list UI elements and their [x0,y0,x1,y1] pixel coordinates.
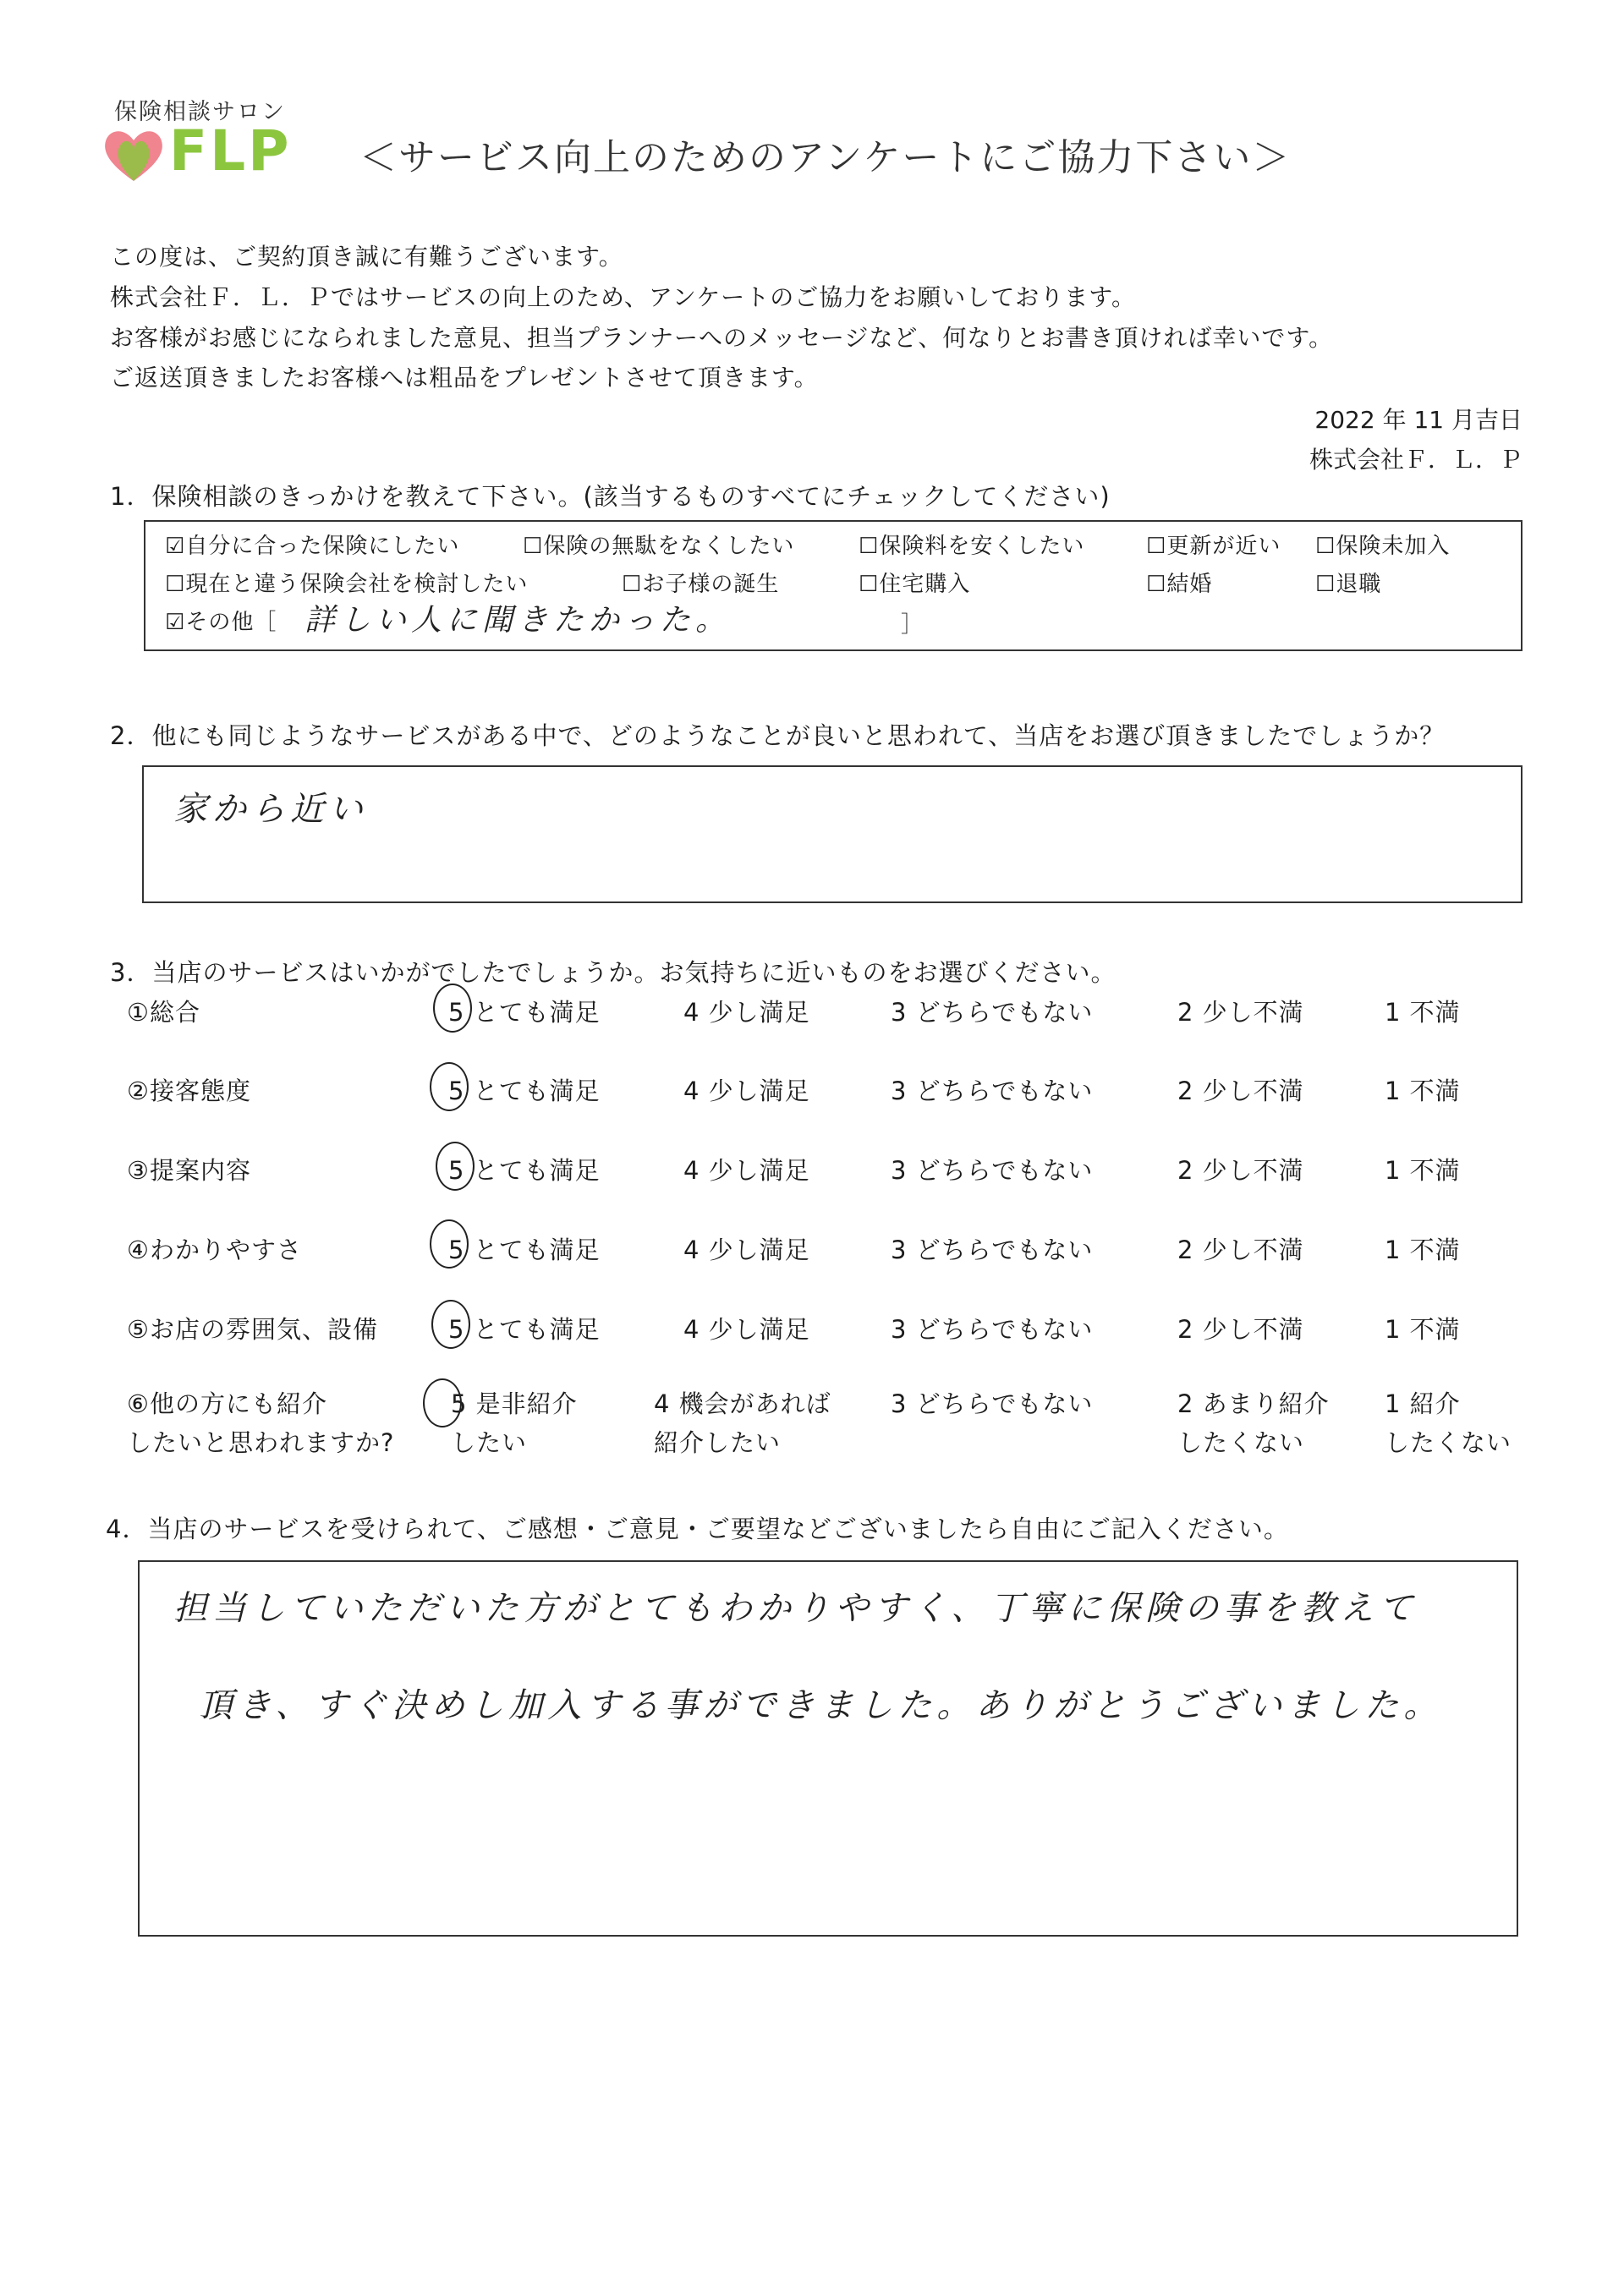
choice-4[interactable] [654,1384,831,1462]
checkbox-icon: ☐ [859,534,880,559]
checkbox-icon: ☐ [1315,572,1336,597]
checkbox-option[interactable] [1146,529,1281,560]
choice-line: 紹介したい [654,1428,782,1457]
checkbox-option[interactable] [165,529,459,560]
choice-2[interactable] [1177,1384,1330,1462]
choice-4[interactable]: 4 少し満足 [683,1315,810,1344]
choice-2[interactable]: 2 少し不満 [1177,1077,1304,1105]
choice-2[interactable]: 2 少し不満 [1177,998,1304,1027]
selected-circle-mark [436,1142,475,1191]
choice-3[interactable]: 3 どちらでもない [891,998,1094,1027]
intro-line: 株式会社Ｆ．Ｌ．Ｐではサービスの向上のため、アンケートのご協力をお願いしております。 [110,283,1136,311]
intro-line: お客様がお感じになられました意見、担当プランナーへのメッセージなど、何なりとお書き頂ければ幸いです。 [110,324,1334,352]
other-answer-handwritten: 詳しい人に聞きたかった。 [304,603,732,638]
choice-4[interactable]: 4 少し満足 [683,1156,810,1185]
question-3-title: 3．当店のサービスはいかがでしたでしょうか。お気持ちに近いものをお選びください。 [110,958,1116,987]
choice-4[interactable]: 4 少し満足 [683,998,810,1027]
choice-2[interactable]: 2 少し不満 [1177,1315,1304,1344]
option-label: 保険の無駄をなくしたい [543,534,795,559]
heart-logo-icon [100,125,167,184]
choice-line: 5 是非紹介 [451,1389,578,1418]
checkbox-option[interactable] [165,567,528,598]
question-4-answer-line: 頂き、すぐ決めし加入する事ができました。ありがとうございました。 [199,1686,1443,1725]
choice-3[interactable]: 3 どちらでもない [891,1315,1094,1344]
choice-3[interactable] [891,1384,1093,1423]
option-label: 更新が近い [1166,534,1281,559]
choice-1[interactable] [1385,1384,1512,1462]
label-line: したいと思われますか? [127,1428,395,1457]
checkbox-option[interactable] [859,529,1084,560]
choice-line: 3 どちらでもない [891,1389,1094,1418]
logo-name: FLP [169,118,292,184]
choice-5[interactable]: 5 とても満足 [448,1315,601,1344]
choice-5[interactable]: 5 とても満足 [448,1077,601,1105]
choice-1[interactable]: 1 不満 [1385,1156,1461,1185]
choice-3[interactable]: 3 どちらでもない [891,1236,1094,1264]
rating-item-label: ④わかりやすさ [127,1236,302,1264]
choice-5[interactable]: 5 とても満足 [448,1156,601,1185]
checkbox-icon: ☐ [1146,534,1167,559]
choice-1[interactable]: 1 不満 [1385,1236,1461,1264]
option-label: 退職 [1336,572,1382,597]
choice-1[interactable]: 1 不満 [1385,998,1461,1027]
rating-item-label: ①総合 [127,998,200,1027]
selected-circle-mark [423,1378,462,1427]
checkbox-checked-icon: ☑ [165,534,186,559]
rating-item-label: ⑤お店の雰囲気、設備 [127,1315,378,1344]
selected-circle-mark [430,1062,469,1111]
question-2-title: 2．他にも同じようなサービスがある中で、どのようなことが良いと思われて、当店をお選び頂きましたでしょうか？ [110,721,1446,750]
rating-item-label: ②接客態度 [127,1077,251,1105]
option-label: 保険未加入 [1336,534,1451,559]
option-label: 結婚 [1166,572,1213,597]
choice-line: 4 機会があれば [654,1389,831,1418]
intro-line: この度は、ご契約頂き誠に有難うございます。 [110,243,623,271]
checkbox-icon: ☐ [1315,534,1336,559]
choice-1[interactable]: 1 不満 [1385,1077,1461,1105]
option-label: 保険料を安くしたい [879,534,1085,559]
issue-date: 2022 年 11 月吉日 [1314,406,1522,434]
choice-3[interactable]: 3 どちらでもない [891,1156,1094,1185]
option-label: 住宅購入 [879,572,971,597]
choice-line: 2 あまり紹介 [1177,1389,1330,1418]
company-name: 株式会社Ｆ．Ｌ．Ｐ [1309,446,1522,474]
selected-circle-mark [431,1300,470,1349]
selected-circle-mark [430,1219,469,1269]
choice-2[interactable]: 2 少し不満 [1177,1156,1304,1185]
option-label: 自分に合った保険にしたい [185,534,460,559]
intro-line: ご返送頂きましたお客様へは粗品をプレゼントさせて頂きます。 [110,364,819,392]
checkbox-option[interactable] [523,529,794,560]
choice-line: したい [451,1428,528,1457]
logo-subtitle: 保険相談サロン [114,99,286,125]
choice-2[interactable]: 2 少し不満 [1177,1236,1304,1264]
choice-3[interactable]: 3 どちらでもない [891,1077,1094,1105]
option-label: お子様の誕生 [642,572,780,597]
rating-item-6-label [127,1384,394,1462]
checkbox-icon: ☐ [1146,572,1167,597]
checkbox-icon: ☐ [859,572,880,597]
checkbox-icon: ☐ [622,572,643,597]
choice-line: したくない [1177,1428,1305,1457]
page-title: ＜サービス向上のためのアンケートにご協力下さい＞ [359,136,1292,179]
choice-1[interactable]: 1 不満 [1385,1315,1461,1344]
question-1-title: 1．保険相談のきっかけを教えて下さい。(該当するものすべてにチェックしてください) [110,482,1111,511]
checkbox-option[interactable] [622,567,779,598]
choice-5[interactable]: 5 とても満足 [448,1236,601,1264]
checkbox-option[interactable] [1146,567,1212,598]
option-label: その他［ [185,610,277,635]
choice-5[interactable] [451,1384,578,1462]
bracket-close: ］ [901,612,924,638]
checkbox-icon: ☐ [165,572,186,597]
question-2-answer-handwritten: 家から近い [173,790,368,829]
option-label: 現在と違う保険会社を検討したい [185,572,529,597]
selected-circle-mark [433,984,472,1033]
question-4-title: 4．当店のサービスを受けられて、ご感想・ご意見・ご要望などございましたら自由にご記入ください。 [106,1515,1289,1543]
choice-line: したくない [1385,1428,1512,1457]
rating-item-label: ③提案内容 [127,1156,251,1185]
question-4-answer-line: 担当していただいた方がとてもわかりやすく、丁寧に保険の事を教えて [173,1589,1418,1628]
choice-5[interactable]: 5 とても満足 [448,998,601,1027]
checkbox-checked-icon: ☑ [165,610,186,635]
choice-line: 1 紹介 [1385,1389,1461,1418]
checkbox-option[interactable] [859,567,970,598]
checkbox-icon: ☐ [523,534,544,559]
choice-4[interactable]: 4 少し満足 [683,1077,810,1105]
label-line: ⑥他の方にも紹介 [127,1389,327,1418]
checkbox-option-other[interactable] [165,605,277,636]
choice-4[interactable]: 4 少し満足 [683,1236,810,1264]
checkbox-option[interactable] [1315,567,1381,598]
checkbox-option[interactable] [1315,529,1450,560]
